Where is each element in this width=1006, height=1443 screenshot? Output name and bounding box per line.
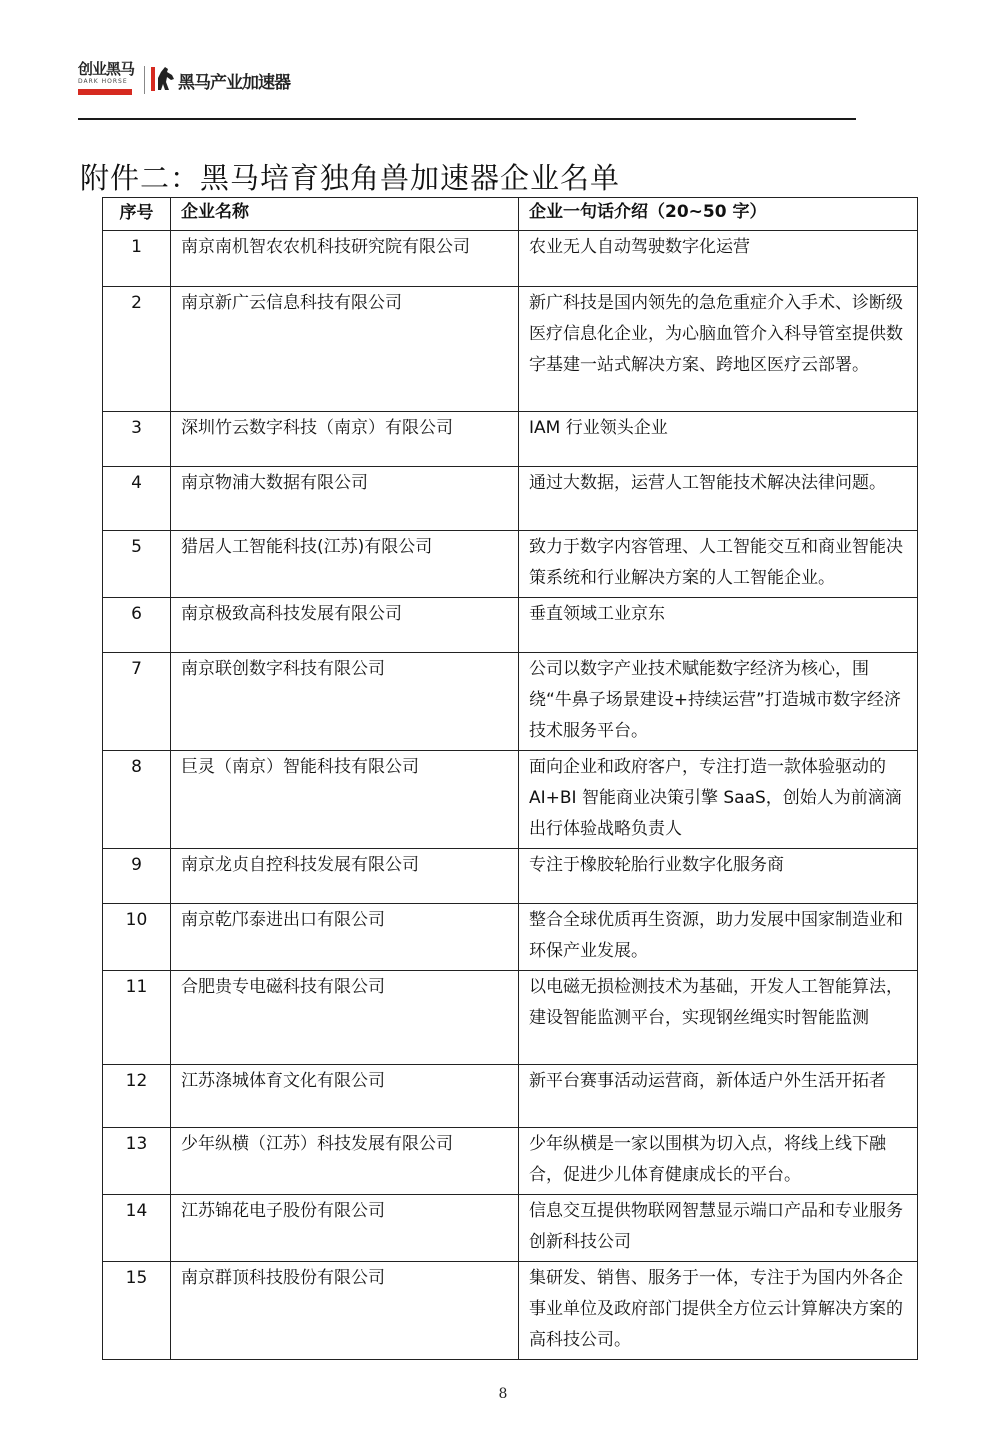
- row-company-name: 猎居人工智能科技(江苏)有限公司: [171, 531, 519, 598]
- row-company-intro: 致力于数字内容管理、人工智能交互和商业智能决策系统和行业解决方案的人工智能企业。: [519, 531, 918, 598]
- table-row: [103, 531, 918, 598]
- header-rule: [78, 118, 856, 120]
- row-no: 11: [103, 971, 171, 1065]
- row-no: 4: [103, 467, 171, 531]
- row-no: 14: [103, 1195, 171, 1262]
- row-company-intro: 专注于橡胶轮胎行业数字化服务商: [519, 849, 918, 904]
- logo-right-text: 黑马产业加速器: [178, 73, 290, 93]
- row-company-intro: 通过大数据，运营人工智能技术解决法律问题。: [519, 467, 918, 531]
- table-row: [103, 467, 918, 531]
- table-header-row: [103, 198, 918, 231]
- row-company-intro: 农业无人自动驾驶数字化运营: [519, 231, 918, 287]
- table-row: [103, 412, 918, 467]
- row-company-intro: 信息交互提供物联网智慧显示端口产品和专业服务创新科技公司: [519, 1195, 918, 1262]
- logo-left-subtext: DARK HORSE: [78, 78, 128, 85]
- row-company-name: 南京乾邝泰进出口有限公司: [171, 904, 519, 971]
- header-company-intro: 企业一句话介绍（20~50 字）: [519, 198, 918, 231]
- header-no: 序号: [103, 198, 171, 231]
- company-table: [102, 197, 918, 1360]
- row-company-intro: 整合全球优质再生资源，助力发展中国家制造业和环保产业发展。: [519, 904, 918, 971]
- row-no: 5: [103, 531, 171, 598]
- logo-red-bar: [78, 89, 132, 95]
- table-row: [103, 971, 918, 1065]
- row-company-name: 南京物浦大数据有限公司: [171, 467, 519, 531]
- table-row: [103, 904, 918, 971]
- table-row: [103, 1065, 918, 1128]
- row-no: 7: [103, 653, 171, 751]
- table-row: [103, 849, 918, 904]
- row-company-name: 南京联创数字科技有限公司: [171, 653, 519, 751]
- row-no: 8: [103, 751, 171, 849]
- logo-divider: [144, 66, 145, 94]
- table-row: [103, 1262, 918, 1360]
- row-company-name: 江苏锦花电子股份有限公司: [171, 1195, 519, 1262]
- table-row: [103, 653, 918, 751]
- header-logo: [78, 60, 338, 106]
- row-company-name: 江苏涤城体育文化有限公司: [171, 1065, 519, 1128]
- row-company-intro: 少年纵横是一家以围棋为切入点，将线上线下融合，促进少儿体育健康成长的平台。: [519, 1128, 918, 1195]
- row-no: 13: [103, 1128, 171, 1195]
- horse-icon: [150, 64, 176, 94]
- table-row: [103, 1128, 918, 1195]
- row-company-name: 南京新广云信息科技有限公司: [171, 287, 519, 412]
- row-company-intro: 垂直领域工业京东: [519, 598, 918, 653]
- row-company-name: 南京龙贞自控科技发展有限公司: [171, 849, 519, 904]
- table-row: [103, 1195, 918, 1262]
- row-no: 10: [103, 904, 171, 971]
- table-row: [103, 751, 918, 849]
- row-company-name: 少年纵横（江苏）科技发展有限公司: [171, 1128, 519, 1195]
- row-no: 3: [103, 412, 171, 467]
- row-no: 9: [103, 849, 171, 904]
- page-title: 附件二：黑马培育独角兽加速器企业名单: [80, 161, 621, 195]
- row-company-intro: 公司以数字产业技术赋能数字经济为核心，围绕“牛鼻子场景建设+持续运营”打造城市数字经济技术服务平台。: [519, 653, 918, 751]
- row-company-name: 南京极致高科技发展有限公司: [171, 598, 519, 653]
- row-company-intro: 新平台赛事活动运营商，新体适户外生活开拓者: [519, 1065, 918, 1128]
- row-no: 15: [103, 1262, 171, 1360]
- logo-left-text: 创业黑马: [78, 60, 135, 78]
- table-row: [103, 231, 918, 287]
- table-row: [103, 287, 918, 412]
- row-company-intro: 新广科技是国内领先的急危重症介入手术、诊断级医疗信息化企业，为心脑血管介入科导管室提供数字基建一站式解决方案、跨地区医疗云部署。: [519, 287, 918, 412]
- chuangye-heima-logo: [78, 60, 136, 100]
- header-company-name: 企业名称: [171, 198, 519, 231]
- row-company-name: 深圳竹云数字科技（南京）有限公司: [171, 412, 519, 467]
- table-row: [103, 598, 918, 653]
- row-company-name: 合肥贵专电磁科技有限公司: [171, 971, 519, 1065]
- row-company-intro: 面向企业和政府客户，专注打造一款体验驱动的 AI+BI 智能商业决策引擎 SaaS，创始人为前滴滴出行体验战略负责人: [519, 751, 918, 849]
- row-company-name: 南京南机智农农机科技研究院有限公司: [171, 231, 519, 287]
- row-company-intro: IAM 行业领头企业: [519, 412, 918, 467]
- page-number: 8: [498, 1386, 508, 1402]
- row-company-name: 巨灵（南京）智能科技有限公司: [171, 751, 519, 849]
- row-company-intro: 集研发、销售、服务于一体，专注于为国内外各企事业单位及政府部门提供全方位云计算解决方案的高科技公司。: [519, 1262, 918, 1360]
- row-no: 6: [103, 598, 171, 653]
- row-no: 12: [103, 1065, 171, 1128]
- row-no: 1: [103, 231, 171, 287]
- row-company-intro: 以电磁无损检测技术为基础，开发人工智能算法，建设智能监测平台，实现钢丝绳实时智能监测: [519, 971, 918, 1065]
- row-no: 2: [103, 287, 171, 412]
- row-company-name: 南京群顶科技股份有限公司: [171, 1262, 519, 1360]
